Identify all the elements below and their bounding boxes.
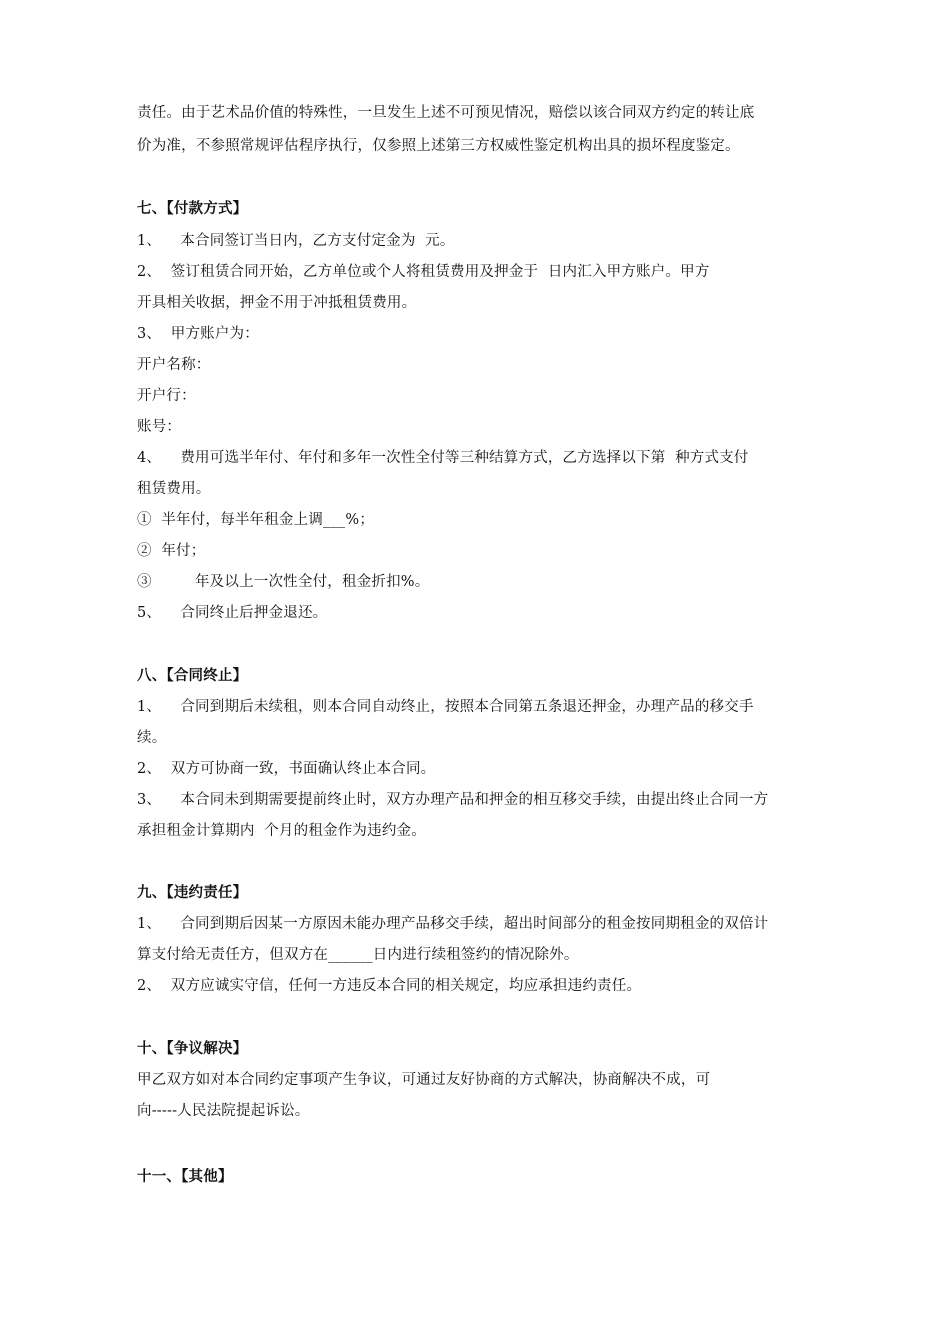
paragraph-line: 租赁费用。 <box>137 481 211 497</box>
paragraph-line: ① 半年付，每半年租金上调___%； <box>137 512 375 528</box>
paragraph-line: 3、 本合同未到期需要提前终止时，双方办理产品和押金的相互移交手续，由提出终止合同一方 <box>137 792 769 808</box>
paragraph-line: 算支付给无责任方，但双方在______日内进行续租签约的情况除外。 <box>137 947 579 963</box>
paragraph-line: ② 年付； <box>137 543 206 559</box>
paragraph-line: ③ 年及以上一次性全付，租金折扣%。 <box>137 574 430 590</box>
paragraph-line: 价为准，不参照常规评估程序执行，仅参照上述第三方权威性鉴定机构出具的损坏程度鉴定。 <box>137 138 740 154</box>
paragraph-line: 1、 本合同签订当日内，乙方支付定金为 元。 <box>137 233 455 249</box>
paragraph-line: 开户名称： <box>137 357 211 373</box>
paragraph-line: 续。 <box>137 730 167 746</box>
section-heading: 十、【争议解决】 <box>137 1041 248 1057</box>
paragraph-line: 3、 甲方账户为： <box>137 326 259 342</box>
paragraph-line: 甲乙双方如对本合同约定事项产生争议，可通过友好协商的方式解决，协商解决不成，可 <box>137 1072 711 1088</box>
paragraph-line: 账号： <box>137 419 182 435</box>
paragraph-line: 1、 合同到期后未续租，则本合同自动终止，按照本合同第五条退还押金，办理产品的移交手 <box>137 699 754 715</box>
section-heading: 七、【付款方式】 <box>137 201 248 217</box>
paragraph-line: 开户行： <box>137 388 196 404</box>
paragraph-line: 2、 双方应诚实守信，任何一方违反本合同的相关规定，均应承担违约责任。 <box>137 978 642 994</box>
paragraph-line: 向-----人民法院提起诉讼。 <box>137 1103 310 1119</box>
paragraph-line: 5、 合同终止后押金退还。 <box>137 605 328 621</box>
section-heading: 八、【合同终止】 <box>137 668 248 684</box>
paragraph-line: 承担租金计算期内 个月的租金作为违约金。 <box>137 823 426 839</box>
paragraph-line: 1、 合同到期后因某一方原因未能办理产品移交手续，超出时间部分的租金按同期租金的双倍计 <box>137 916 769 932</box>
section-heading: 十一、【其他】 <box>137 1169 233 1185</box>
paragraph-line: 4、 费用可选半年付、年付和多年一次性全付等三种结算方式，乙方选择以下第 种方式支付 <box>137 450 749 466</box>
paragraph-line: 2、 签订租赁合同开始，乙方单位或个人将租赁费用及押金于 日内汇入甲方账户。甲方 <box>137 264 710 280</box>
paragraph-line: 开具相关收据，押金不用于冲抵租赁费用。 <box>137 295 417 311</box>
section-heading: 九、【违约责任】 <box>137 885 248 901</box>
paragraph-line: 责任。由于艺术品价值的特殊性，一旦发生上述不可预见情况，赔偿以该合同双方约定的转让底 <box>137 105 755 121</box>
paragraph-line: 2、 双方可协商一致，书面确认终止本合同。 <box>137 761 436 777</box>
